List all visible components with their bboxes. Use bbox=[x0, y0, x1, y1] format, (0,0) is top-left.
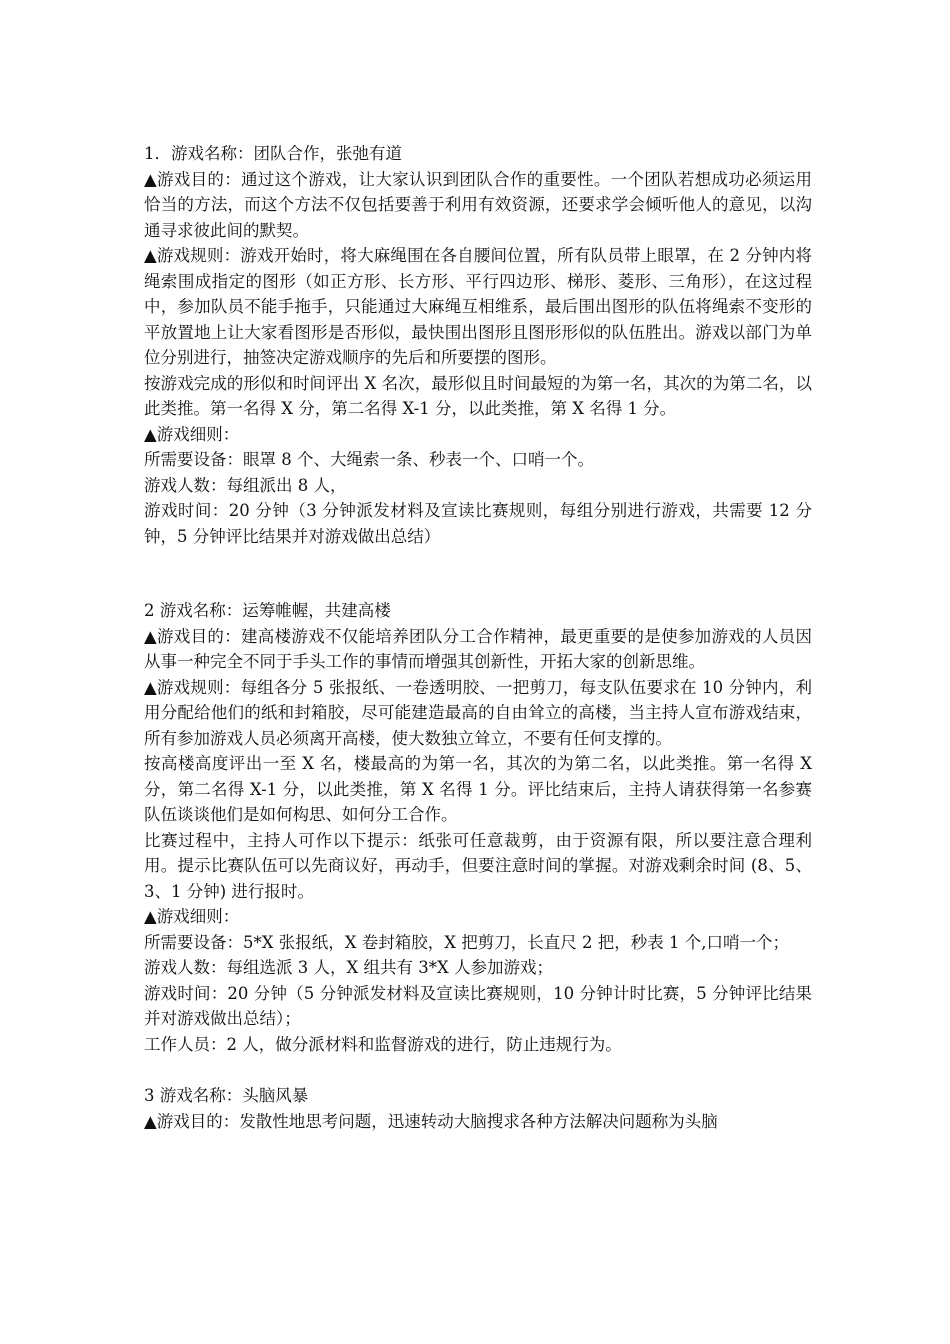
section-3 bbox=[144, 1083, 812, 1134]
section-2-rules: ▲游戏规则：每组各分 5 张报纸、一卷透明胶、一把剪刀，每支队伍要求在 10 分钟内，利用分配给他们的纸和封箱胶，尽可能建造最高的自由耸立的高楼，当主持人宣布游戏结束，所有参加游戏人员必须离开高楼，使大数独立耸立，不要有任何支撑的。 bbox=[144, 677, 812, 748]
section-1 bbox=[144, 141, 812, 549]
document-page bbox=[144, 141, 812, 1134]
section-2 bbox=[144, 598, 812, 1057]
section-1-equipment: 所需要设备：眼罩 8 个、大绳索一条、秒表一个、口哨一个。 bbox=[144, 450, 594, 469]
section-2-staff: 工作人员：2 人，做分派材料和监督游戏的进行，防止违规行为。 bbox=[144, 1034, 622, 1054]
section-3-title: 3 游戏名称：头脑风暴 bbox=[144, 1086, 309, 1105]
section-spacer bbox=[144, 1057, 812, 1083]
section-1-scoring: 按游戏完成的形似和时间评出 X 名次，最形似且时间最短的为第一名，其次的为第二名，以此类推。第一名得 X 分，第二名得 X-1 分，以此类推，第 X 名得 1 分。 bbox=[144, 373, 812, 418]
section-1-rules: ▲游戏规则：游戏开始时，将大麻绳围在各自腰间位置，所有队员带上眼罩，在 2 分钟内将绳索围成指定的图形（如正方形、长方形、平行四边形、梯形、菱形、三角形），在这过程中，参加队员不能手拖手，只能通过大麻绳互相维系，最后围出图形的队伍将绳索不变形的平放置地上让大家看图形是否形似，最快围出图形且图形形似的队伍胜出。游戏以部门为单位分别进行，抽签决定游戏顺序的先后和所要摆的图形。 bbox=[144, 246, 812, 367]
section-1-duration: 游戏时间：20 分钟（3 分钟派发材料及宣读比赛规则，每组分别进行游戏，共需要 12 分钟，5 分钟评比结果并对游戏做出总结） bbox=[144, 501, 812, 546]
section-2-purpose: ▲游戏目的：建高楼游戏不仅能培养团队分工合作精神，最更重要的是使参加游戏的人员因从事一种完全不同于手头工作的事情而增强其创新性，开拓大家的创新思维。 bbox=[144, 626, 812, 671]
section-2-scoring: 按高楼高度评出一至 X 名，楼最高的为第一名，其次的为第二名，以此类推。第一名得 X 分，第二名得 X-1 分，以此类推，第 X 名得 1 分。评比结束后，主持人请获得第一名参赛队伍谈谈他们是如何构思、如何分工合作。 bbox=[144, 754, 812, 824]
section-spacer bbox=[144, 549, 812, 598]
section-1-purpose: ▲游戏目的：通过这个游戏，让大家认识到团队合作的重要性。一个团队若想成功必须运用恰当的方法，而这个方法不仅包括要善于利用有效资源，还要求学会倾听他人的意见，以沟通寻求彼此间的默契。 bbox=[144, 169, 812, 240]
section-2-details-heading: ▲游戏细则： bbox=[144, 907, 240, 926]
section-2-title: 2 游戏名称：运筹帷幄，共建高楼 bbox=[144, 601, 391, 620]
section-3-purpose: ▲游戏目的：发散性地思考问题，迅速转动大脑搜求各种方法解决问题称为头脑 bbox=[144, 1111, 718, 1131]
section-2-participants: 游戏人数：每组选派 3 人，X 组共有 3*X 人参加游戏； bbox=[144, 958, 553, 977]
section-1-title: 1．游戏名称：团队合作，张弛有道 bbox=[144, 144, 402, 163]
section-1-participants: 游戏人数：每组派出 8 人， bbox=[144, 475, 347, 495]
section-2-hints: 比赛过程中，主持人可作以下提示：纸张可任意裁剪，由于资源有限，所以要注意合理利用。提示比赛队伍可以先商议好，再动手，但要注意时间的掌握。对游戏剩余时间 (8、5、3、1 分钟) 进行报时。 bbox=[144, 830, 812, 901]
section-1-details-heading: ▲游戏细则： bbox=[144, 424, 240, 444]
section-2-duration: 游戏时间：20 分钟（5 分钟派发材料及宣读比赛规则，10 分钟计时比赛，5 分钟评比结果并对游戏做出总结）； bbox=[144, 983, 812, 1028]
section-2-equipment: 所需要设备：5*X 张报纸，X 卷封箱胶，X 把剪刀，长直尺 2 把，秒表 1 个,口哨一个； bbox=[144, 932, 789, 952]
